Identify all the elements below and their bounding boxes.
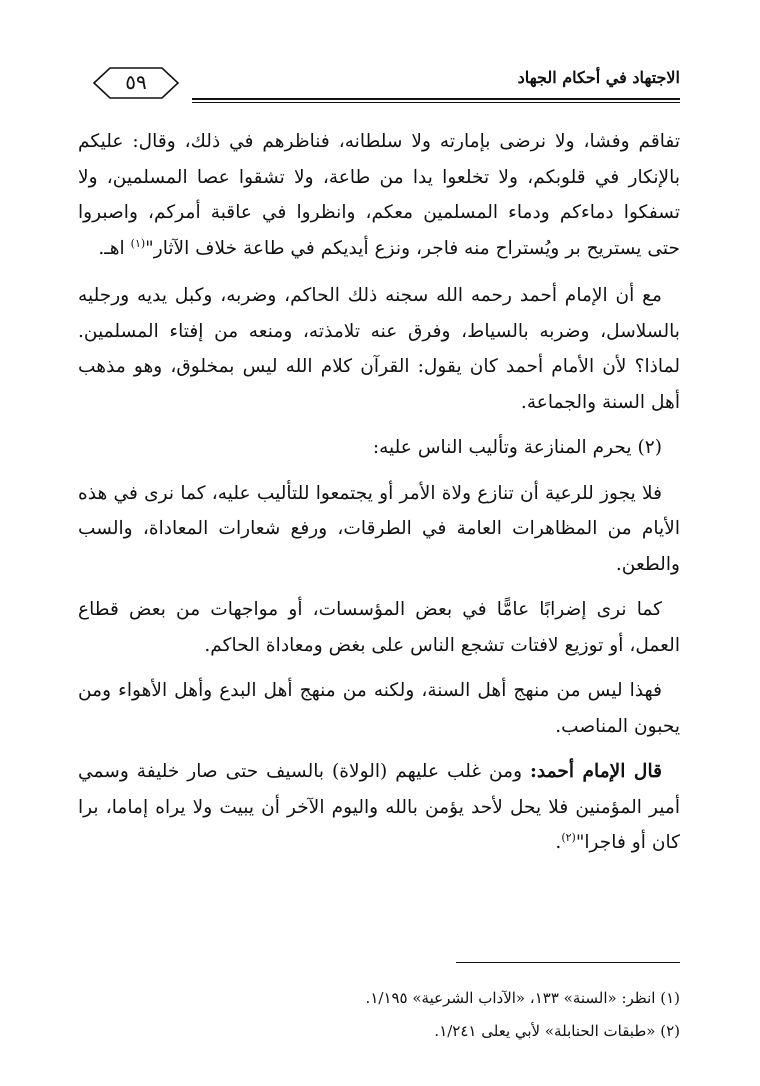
footnote-1: (١) انظر: «السنة» ١٣٣، «الآداب الشرعية» ١/١٩٥. xyxy=(365,989,680,1007)
quote-lead: قال الإمام أحمد: xyxy=(530,761,662,782)
page-number: ٥٩ xyxy=(125,70,147,94)
footnote-ref-1: (١) xyxy=(130,236,146,250)
footnotes xyxy=(80,982,680,1048)
paragraph-strikes: كما نرى إضرابًا عامًّا في بعض المؤسسات، أو مواجهات من بعض قطاع العمل، أو توزيع لافتات تشجع الناس على بغض ومعاداة الحاكم. xyxy=(78,599,680,656)
paragraph-imam-ahmad: مع أن الإمام أحمد رحمه الله سجنه ذلك الحاكم، وضربه، وكبل يديه ورجليه بالسلاسل، وضربه بالسياط، وفرق عنه تلامذته، ومنعه من إفتاء المسلمين. لماذا؟ لأن الأمام أحمد كان يقول: القرآن كلام الله ليس بمخلوق، وهو مذهب أهل السنة والجماعة. xyxy=(78,285,680,413)
paragraph-quote-end: تفاقم وفشا، ولا نرضى بإمارته ولا سلطانه، فناظرهم في ذلك، وقال: عليكم بالإنكار في قلوبكم، ولا تخلعوا يدا من طاعة، ولا تشقوا عصا المسلمين، ولا تسفكوا دماءكم ودماء المسلمين معكم، وانظروا في عاقبة أمركم، واصبروا حتى يستريح بر ويُستراح منه فاجر، ونزع أيديكم في طاعة خلاف الآثار"$^{(١)}$ اهـ. xyxy=(78,131,680,259)
main-text xyxy=(78,124,680,871)
running-header-title: الاجتهاد في أحكام الجهاد xyxy=(517,68,680,87)
footnote-2: (٢) «طبقات الحنابلة» لأبي يعلى ١/٢٤١. xyxy=(434,1022,680,1040)
footnote-ref-2: (٢) xyxy=(561,830,576,844)
page-number-badge xyxy=(80,62,192,104)
paragraph-not-sunnah: فهذا ليس من منهج أهل السنة، ولكنه من منهج أهل البدع وأهل الأهواء ومن يحبون المناصب. xyxy=(78,680,680,737)
section-heading: (٢) يحرم المنازعة وتأليب الناس عليه: xyxy=(372,437,662,458)
running-header xyxy=(80,62,680,104)
footnote-separator xyxy=(456,962,680,963)
paragraph-no-dispute: فلا يجوز للرعية أن تنازع ولاة الأمر أو يجتمعوا للتأليب عليه، كما نرى في هذه الأيام من المظاهرات العامة في الطرقات، ورفع شعارات المعاداة، والسب والطعن. xyxy=(78,482,680,575)
header-rule xyxy=(192,98,680,103)
paragraph-ahmad-quote: قال الإمام أحمد: ومن غلب عليهم (الولاة) بالسيف حتى صار خليفة وسمي أمير المؤمنين فلا يحل لأحد يؤمن بالله واليوم الآخر أن يبيت ولا يراه إماما، برا كان أو فاجرا"$^{(٢)}$. xyxy=(78,761,680,853)
